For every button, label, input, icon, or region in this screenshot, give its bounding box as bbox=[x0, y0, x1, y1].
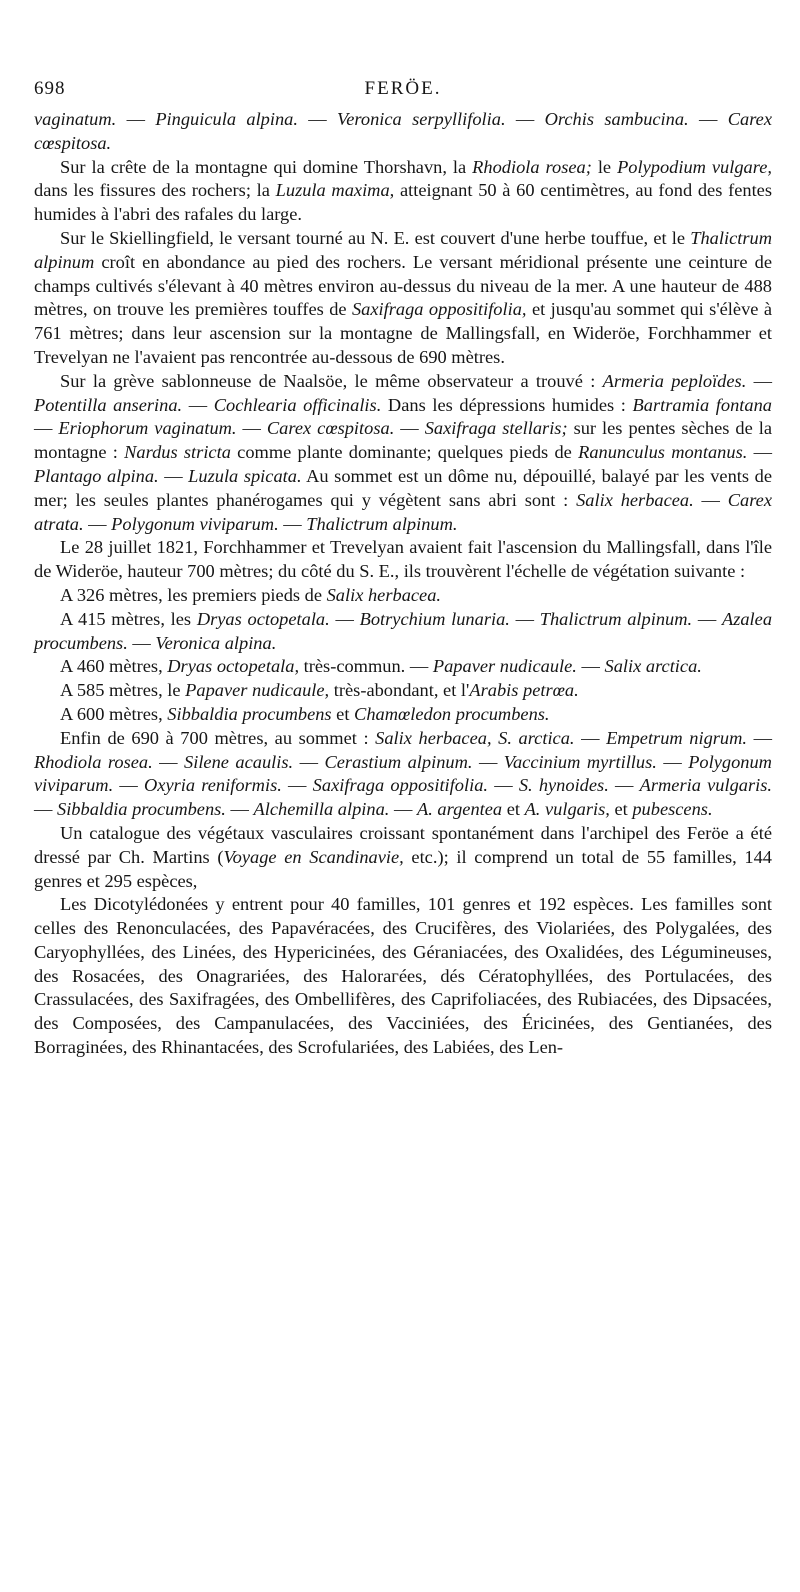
text-run: et bbox=[502, 799, 525, 820]
text-run: — bbox=[127, 632, 156, 653]
text-run: — bbox=[608, 775, 640, 796]
species-name: Thalictrum alpinum. bbox=[306, 513, 458, 534]
paragraph bbox=[34, 584, 772, 608]
page-number: 698 bbox=[34, 78, 66, 99]
text-run: et bbox=[331, 703, 355, 724]
paragraph bbox=[34, 703, 772, 727]
species-name: Plantago alpina. bbox=[34, 465, 159, 486]
text-run: etc.); il comprend un total de 55 familles, 144 genres et 295 espèces, bbox=[34, 846, 772, 891]
species-name: Papaver nudicaule. bbox=[432, 656, 577, 677]
text-run: — bbox=[505, 109, 545, 129]
text-run: très-commun. — bbox=[299, 656, 433, 677]
paragraph bbox=[34, 679, 772, 703]
species-name: Saxifraga stellaris; bbox=[424, 418, 568, 439]
text-run: Sur la grève sablonneuse de Naalsöe, le même observateur a trouvé : bbox=[60, 370, 603, 391]
text-run: dans les fissures des rochers; la bbox=[34, 180, 276, 201]
species-name: vaginatum. bbox=[34, 109, 117, 129]
text-run: Un catalogue des végétaux vasculaires croissant spontanément dans l'archipel des Feröe a été dressé par Ch. Martins ( bbox=[34, 822, 772, 867]
text-run: et bbox=[609, 799, 633, 820]
running-head bbox=[34, 78, 772, 108]
text-run: — bbox=[34, 799, 57, 820]
text-run: — bbox=[656, 751, 689, 772]
paragraph bbox=[34, 156, 772, 227]
species-name: Armeria peploïdes. bbox=[602, 370, 747, 391]
species-name: S. hynoides. bbox=[518, 775, 609, 796]
species-name: Sibbaldia procumbens. bbox=[57, 799, 226, 820]
species-name: Oxyria reniformis. bbox=[144, 775, 282, 796]
text-run: Sur le Skiellingfield, le versant tourné au N. E. est couvert d'une herbe touffue, et le bbox=[60, 227, 691, 248]
text-run: — bbox=[394, 418, 425, 439]
species-name: Salix arctica. bbox=[604, 656, 702, 677]
species-name: Empetrum nigrum. bbox=[606, 727, 748, 748]
paragraph bbox=[34, 655, 772, 679]
text-run: — bbox=[297, 109, 338, 129]
text-run: — bbox=[746, 370, 772, 391]
text-run: — bbox=[574, 727, 607, 748]
species-name: Bartramia fontana bbox=[632, 394, 772, 415]
species-name: Dryas octopetala, bbox=[167, 656, 300, 677]
species-name: Pinguicula alpina. bbox=[155, 109, 298, 129]
species-name: Thalictrum alpinum. bbox=[539, 608, 693, 629]
species-name: Papaver nudicaule, bbox=[185, 680, 330, 701]
species-name: A. vulgaris, bbox=[524, 799, 610, 820]
species-name: Veronica serpyllifolia. bbox=[337, 109, 506, 129]
text-run: — bbox=[509, 608, 540, 629]
species-name: Ranunculus montanus. bbox=[578, 442, 748, 463]
text-run: — bbox=[472, 751, 504, 772]
paragraph bbox=[34, 536, 772, 584]
text-run: — bbox=[225, 799, 254, 820]
paragraph bbox=[34, 893, 772, 1060]
species-name: Azalea procumbens. bbox=[34, 608, 773, 653]
species-name: Alchemilla alpina. bbox=[253, 799, 390, 820]
species-name: Veronica alpina. bbox=[155, 632, 277, 653]
text-run: croît en abondance au pied des rochers. Le versant méridional présente une ceinture de champs cultivés s'élevant à 40 mètres environ au-dessus du niveau de la mer. A une hauteur de 488 mètres, on trouve les premières touffes de bbox=[34, 251, 772, 320]
species-name: Cerastium alpinum. bbox=[324, 751, 473, 772]
text-run: Au sommet est un dôme nu, dépouillé, balayé par les vents de mer; les seules plantes phanérogames qui y végètent sans abri sont : bbox=[34, 465, 772, 510]
text-run: — bbox=[113, 775, 144, 796]
text-run: Les Dicotylédonées y entrent pour 40 familles, 101 genres et 192 espèces. Les familles sont celles des Renonculacées, des Papavéracées, des Crucifères, des Violariées, des Polygalées, des Caryophyllées, des Linées, des Hypericinées, des Géraniacées, des Oxalidées, des Légumineuses, des Rosacées, des Onagrariées, des Halorагées, dés Cératophyllées, des Portulacées, des Crassulacées, des Saxifragées, des Ombellifères, des Caprifoliacées, des Rubiacées, des Dipsacées, des Composées, des Campanulacées, des Vacciniées, des Éricinées, des Gentianées, des Borraginées, des Rhinantacées, des Scrofulariées, des Labiées, des Len- bbox=[34, 894, 772, 1058]
species-name: Chamœledon procumbens. bbox=[354, 703, 550, 724]
species-name: Botrychium lunaria. bbox=[359, 608, 510, 629]
species-name: Cochlearia officinalis. bbox=[213, 394, 382, 415]
paragraph bbox=[34, 608, 772, 656]
text-run: — bbox=[158, 465, 189, 486]
species-name: Thalictrum alpinum bbox=[34, 227, 772, 272]
species-name: Eriophorum vaginatum. bbox=[58, 418, 237, 439]
species-name: Sibbaldia procumbens bbox=[167, 703, 332, 724]
species-name: Orchis sambucina. bbox=[544, 109, 689, 129]
paragraph bbox=[34, 822, 772, 893]
text-run: — bbox=[281, 775, 313, 796]
species-name: Carex cœspitosa. bbox=[266, 418, 395, 439]
text-run: Dans les dépressions humides : bbox=[381, 394, 633, 415]
paragraph bbox=[34, 370, 772, 537]
species-name: Polypodium vulgare, bbox=[617, 156, 772, 177]
text-run: — bbox=[329, 608, 360, 629]
text-run: — bbox=[116, 109, 156, 129]
text-run: A 585 mètres, le bbox=[60, 680, 186, 701]
species-name: Dryas octopetala. bbox=[196, 608, 330, 629]
species-name: Potentilla anserina. bbox=[34, 394, 183, 415]
text-run: — bbox=[278, 513, 307, 534]
text-run: Le 28 juillet 1821, Forchhammer et Trevelyan avaient fait l'ascension du Mallingsfall, dans l'île de Wideröe, hauteur 700 mètres; du côté du S. E., ils trouvèrent l'échelle de végétation suivante : bbox=[34, 537, 772, 582]
text-run: et jusqu'au sommet qui s'élève à 761 mètres; dans leur ascension sur la montagne de Mallingsfall, en Wideröe, Forchhammer et Trevelyan ne l'avaient pas rencontrée au-dessous de 690 mètres. bbox=[34, 299, 773, 367]
species-name: Rhodiola rosea. bbox=[34, 751, 153, 772]
species-name: Saxifraga oppositifolia. bbox=[312, 775, 488, 796]
text-run: atteignant 50 à 60 centimètres, au fond des fentes humides à l'abri des rafales du large. bbox=[34, 180, 772, 225]
body-text bbox=[34, 108, 772, 1060]
species-name: Salix herbacea. bbox=[326, 584, 442, 605]
text-run: A 460 mètres, bbox=[60, 656, 168, 677]
text-run: — bbox=[692, 608, 722, 629]
text-run: — bbox=[389, 799, 417, 820]
species-name: Carex atrata. bbox=[34, 489, 772, 534]
text-run: — bbox=[747, 442, 772, 463]
species-name: Luzula maxima, bbox=[275, 180, 395, 201]
species-name: Luzula spicata. bbox=[188, 465, 302, 486]
species-name: Salix herbacea, S. arctica. bbox=[375, 727, 575, 748]
text-run: le bbox=[591, 156, 618, 177]
text-run: — bbox=[688, 109, 728, 129]
species-name: pubescens. bbox=[632, 799, 713, 820]
species-name: Carex cœspitosa. bbox=[34, 109, 772, 153]
text-run: comme plante dominante; quelques pieds de bbox=[230, 442, 579, 463]
paragraph bbox=[34, 227, 772, 370]
species-name: Voyage en Scandinavie, bbox=[223, 846, 404, 867]
text-run: très-abondant, et l' bbox=[329, 680, 470, 701]
paragraph bbox=[34, 727, 772, 822]
species-name: Vaccinium myrtillus. bbox=[503, 751, 657, 772]
text-run: — bbox=[152, 751, 185, 772]
species-name: Salix herbacea. bbox=[576, 489, 694, 510]
text-run: Sur la crête de la montagne qui domine Thorshavn, la bbox=[60, 156, 473, 177]
text-run: A 415 mètres, les bbox=[60, 608, 197, 629]
species-name: A. argentea bbox=[416, 799, 503, 820]
text-run: — bbox=[487, 775, 519, 796]
text-run: A 326 mètres, les premiers pieds de bbox=[60, 584, 327, 605]
species-name: Silene acaulis. bbox=[184, 751, 294, 772]
text-run: — bbox=[693, 489, 728, 510]
species-name: Polygonum viviparum. bbox=[111, 513, 279, 534]
species-name: Arabis petrœa. bbox=[469, 680, 579, 701]
text-run: — bbox=[34, 418, 59, 439]
text-run: sur les pentes sèches de la montagne : bbox=[34, 418, 773, 463]
running-title: FERÖE. bbox=[364, 78, 442, 99]
text-run: A 600 mètres, bbox=[60, 703, 168, 724]
text-run: — bbox=[236, 418, 267, 439]
text-run: — bbox=[83, 513, 112, 534]
species-name: Armeria vulgaris. bbox=[639, 775, 773, 796]
text-run: — bbox=[293, 751, 325, 772]
text-run: — bbox=[747, 727, 772, 748]
text-run: — bbox=[182, 394, 214, 415]
species-name: Nardus stricta bbox=[124, 442, 231, 463]
paragraph bbox=[34, 108, 772, 156]
text-run: Enfin de 690 à 700 mètres, au sommet : bbox=[60, 727, 376, 748]
text-run: — bbox=[576, 656, 605, 677]
species-name: Saxifraga oppositifolia, bbox=[351, 299, 527, 320]
species-name: Rhodiola rosea; bbox=[472, 156, 592, 177]
species-name: Polygonum viviparum. bbox=[34, 751, 772, 796]
